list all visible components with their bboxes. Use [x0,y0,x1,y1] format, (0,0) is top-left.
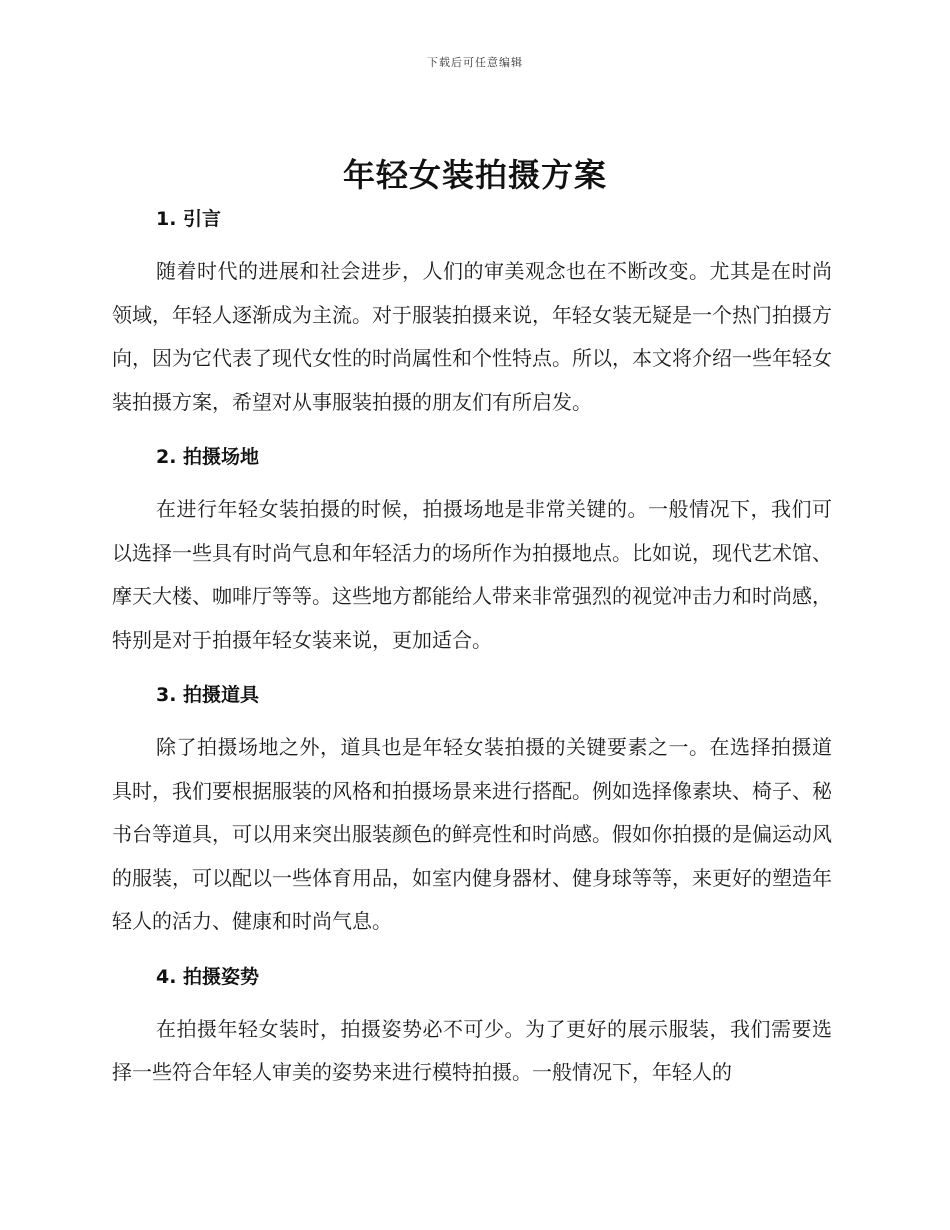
header-note: 下载后可任意编辑 [427,56,523,69]
section-shooting-props [112,672,832,944]
section-heading: 4. 拍摄姿势 [156,965,260,988]
section-heading: 2. 拍摄场地 [156,446,260,468]
section-heading: 3. 拍摄道具 [156,684,260,706]
section-paragraph: 除了拍摄场地之外，道具也是年轻女装拍摄的关键要素之一。在选择拍摄道具时，我们要根据服装的风格和拍摄场景来进行搭配。例如选择像素块、椅子、秘书台等道具，可以用来突出服装颜色的鲜亮性和时尚感。假如你拍摄的是偏运动风的服装，可以配以一些体育用品，如室内健身器材、健身球等等，来更好的塑造年轻人的活力、健康和时尚气息。 [112,735,832,933]
section-shooting-location [112,434,832,662]
section-paragraph: 随着时代的进展和社会进步，人们的审美观念也在不断改变。尤其是在时尚领域，年轻人逐渐成为主流。对于服装拍摄来说，年轻女装无疑是一个热门拍摄方向，因为它代表了现代女性的时尚属性和个性特点。所以，本文将介绍一些年轻女装拍摄方案，希望对从事服装拍摄的朋友们有所启发。 [112,259,832,414]
section-shooting-poses [112,954,832,1095]
section-paragraph: 在拍摄年轻女装时，拍摄姿势必不可少。为了更好的展示服装，我们需要选择一些符合年轻人审美的姿势来进行模特拍摄。一般情况下，年轻人的 [112,1016,832,1084]
document-content [112,196,832,1105]
section-paragraph: 在进行年轻女装拍摄的时候，拍摄场地是非常关键的。一般情况下，我们可以选择一些具有时尚气息和年轻活力的场所作为拍摄地点。比如说，现代艺术馆、摩天大楼、咖啡厅等等。这些地方都能给人带来非常强烈的视觉冲击力和时尚感，特别是对于拍摄年轻女装来说，更加适合。 [112,497,832,652]
document-title: 年轻女装拍摄方案 [342,156,607,194]
section-heading: 1. 引言 [156,208,222,230]
section-introduction [112,196,832,424]
